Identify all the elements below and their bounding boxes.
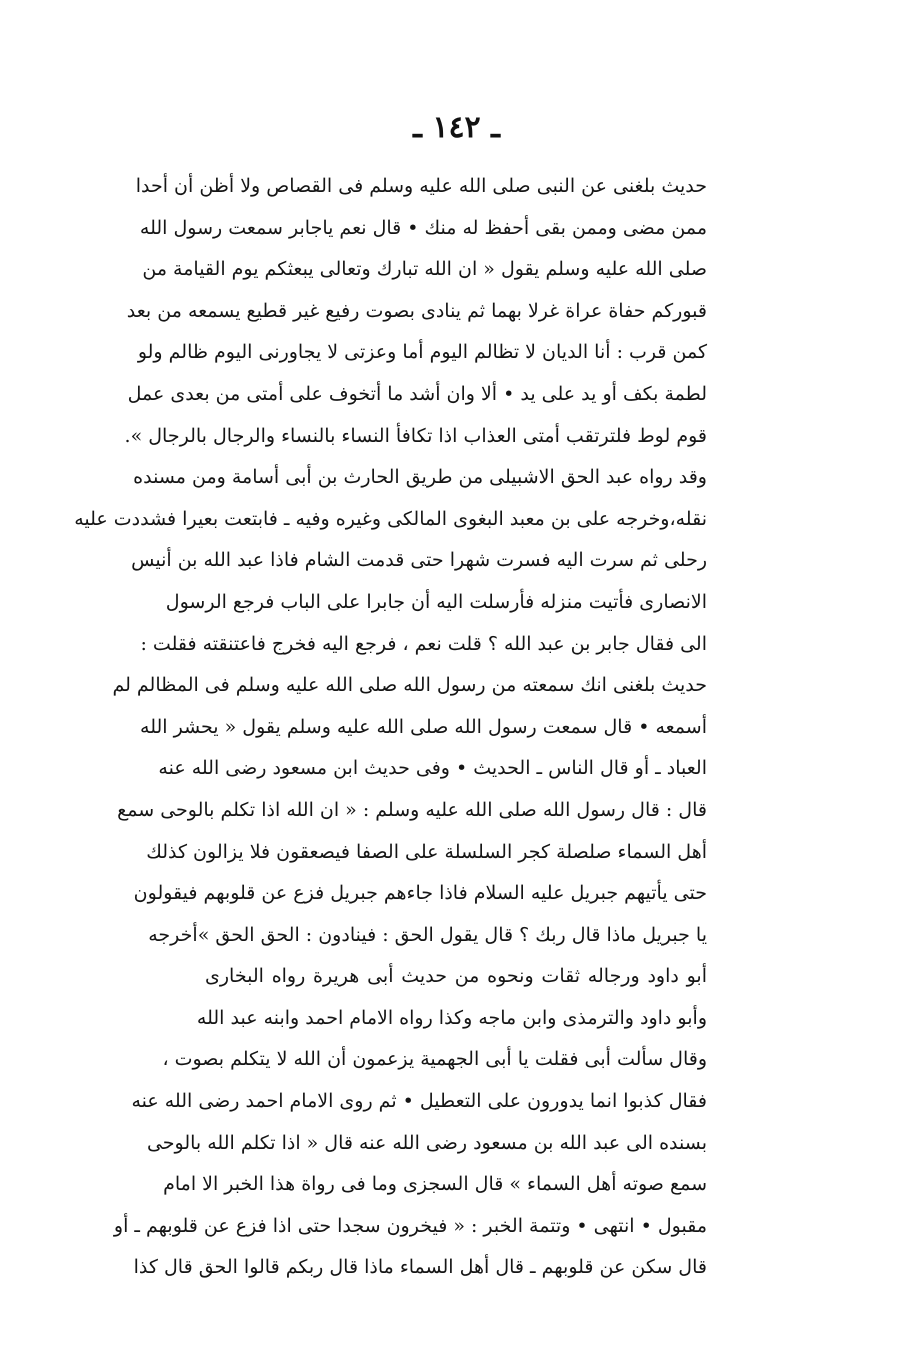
text-line: قبوركم حفاة عراة غرلا بهما ثم ينادى بصوت رفيع غير قطيع يسمعه من بعد	[126, 299, 707, 322]
text-line: رحلى ثم سرت اليه فسرت شهرا حتى قدمت الشام فاذا عبد الله بن أنيس	[131, 549, 707, 572]
text-line: العباد ـ أو قال الناس ـ الحديث • وفى حديث ابن مسعود رضى الله عنه	[158, 757, 707, 780]
text-line: أهل السماء صلصلة كجر السلسلة على الصفا فيصعقون فلا يزالون كذلك	[146, 840, 707, 863]
text-line: وأبو داود والترمذى وابن ماجه وكذا رواه الامام احمد وابنه عبد الله	[196, 1006, 707, 1029]
text-line: نقله،وخرجه على بن معبد البغوى المالكى وغيره وفيه ـ فابتعت بعيرا فشددت عليه	[74, 507, 707, 530]
text-line: قال سكن عن قلوبهم ـ قال أهل السماء ماذا قال ربكم قالوا الحق قال كذا	[133, 1256, 707, 1279]
text-line: الى فقال جابر بن عبد الله ؟ قلت نعم ، فرجع اليه فخرج فاعتنقته فقلت :	[140, 632, 707, 655]
text-line: مقبول • انتهى • وتتمة الخبر : « فيخرون سجدا حتى اذا فزع عن قلوبهم ـ أو	[113, 1214, 707, 1237]
text-line: حتى يأتيهم جبريل عليه السلام فاذا جاءهم جبريل فزع عن قلوبهم فيقولون	[133, 882, 707, 905]
text-line: أسمعه • قال سمعت رسول الله صلى الله عليه وسلم يقول « يحشر الله	[140, 715, 707, 738]
page-number: ـ ١٤٢ ـ	[413, 110, 500, 145]
text-line: صلى الله عليه وسلم يقول « ان الله تبارك وتعالى يبعثكم يوم القيامة من	[142, 258, 707, 281]
text-line: حديث بلغنى عن النبى صلى الله عليه وسلم فى القصاص ولا أظن أن أحدا	[135, 175, 707, 197]
text-line: يا جبريل ماذا قال ربك ؟ قال يقول الحق : فينادون : الحق الحق »أخرجه	[148, 923, 707, 946]
text-line: سمع صوته أهل السماء » قال السجزى وما فى رواة هذا الخبر الا امام	[163, 1173, 707, 1196]
text-line: لطمة بكف أو يد على يد • ألا وان أشد ما أتخوف على أمتى من بعدى عمل	[127, 382, 707, 405]
text-line: كمن قرب : أنا الديان لا تظالم اليوم أما وعزتى لا يجاورنى اليوم ظالم ولو	[137, 341, 707, 364]
text-line: وقد رواه عبد الحق الاشبيلى من طريق الحارث بن أبى أسامة ومن مسنده	[133, 466, 707, 489]
text-line: بسنده الى عبد الله بن مسعود رضى الله عنه قال « اذا تكلم الله بالوحى	[146, 1131, 707, 1154]
body-text	[74, 166, 707, 1289]
text-line: حديث بلغنى انك سمعته من رسول الله صلى الله عليه وسلم فى المظالم لم	[112, 674, 707, 697]
text-line: قوم لوط فلترتقب أمتى العذاب اذا تكافأ النساء بالنساء والرجال بالرجال ».	[124, 424, 707, 447]
text-line: قال : قال رسول الله صلى الله عليه وسلم : « ان الله اذا تكلم بالوحى سمع	[117, 798, 707, 821]
text-line: أبو داود ورجاله ثقات ونحوه من حديث أبى هريرة رواه البخارى	[205, 965, 707, 988]
text-line: وقال سألت أبى فقلت يا أبى الجهمية يزعمون أن الله لا يتكلم بصوت ،	[162, 1048, 707, 1071]
text-line: ممن مضى وممن بقى أحفظ له منك • قال نعم ياجابر سمعت رسول الله	[139, 216, 707, 239]
text-line: فقال كذبوا انما يدورون على التعطيل • ثم روى الامام احمد رضى الله عنه	[131, 1090, 707, 1113]
text-line: الانصارى فأتيت منزله فأرسلت اليه أن جابرا على الباب فرجع الرسول	[165, 590, 707, 613]
